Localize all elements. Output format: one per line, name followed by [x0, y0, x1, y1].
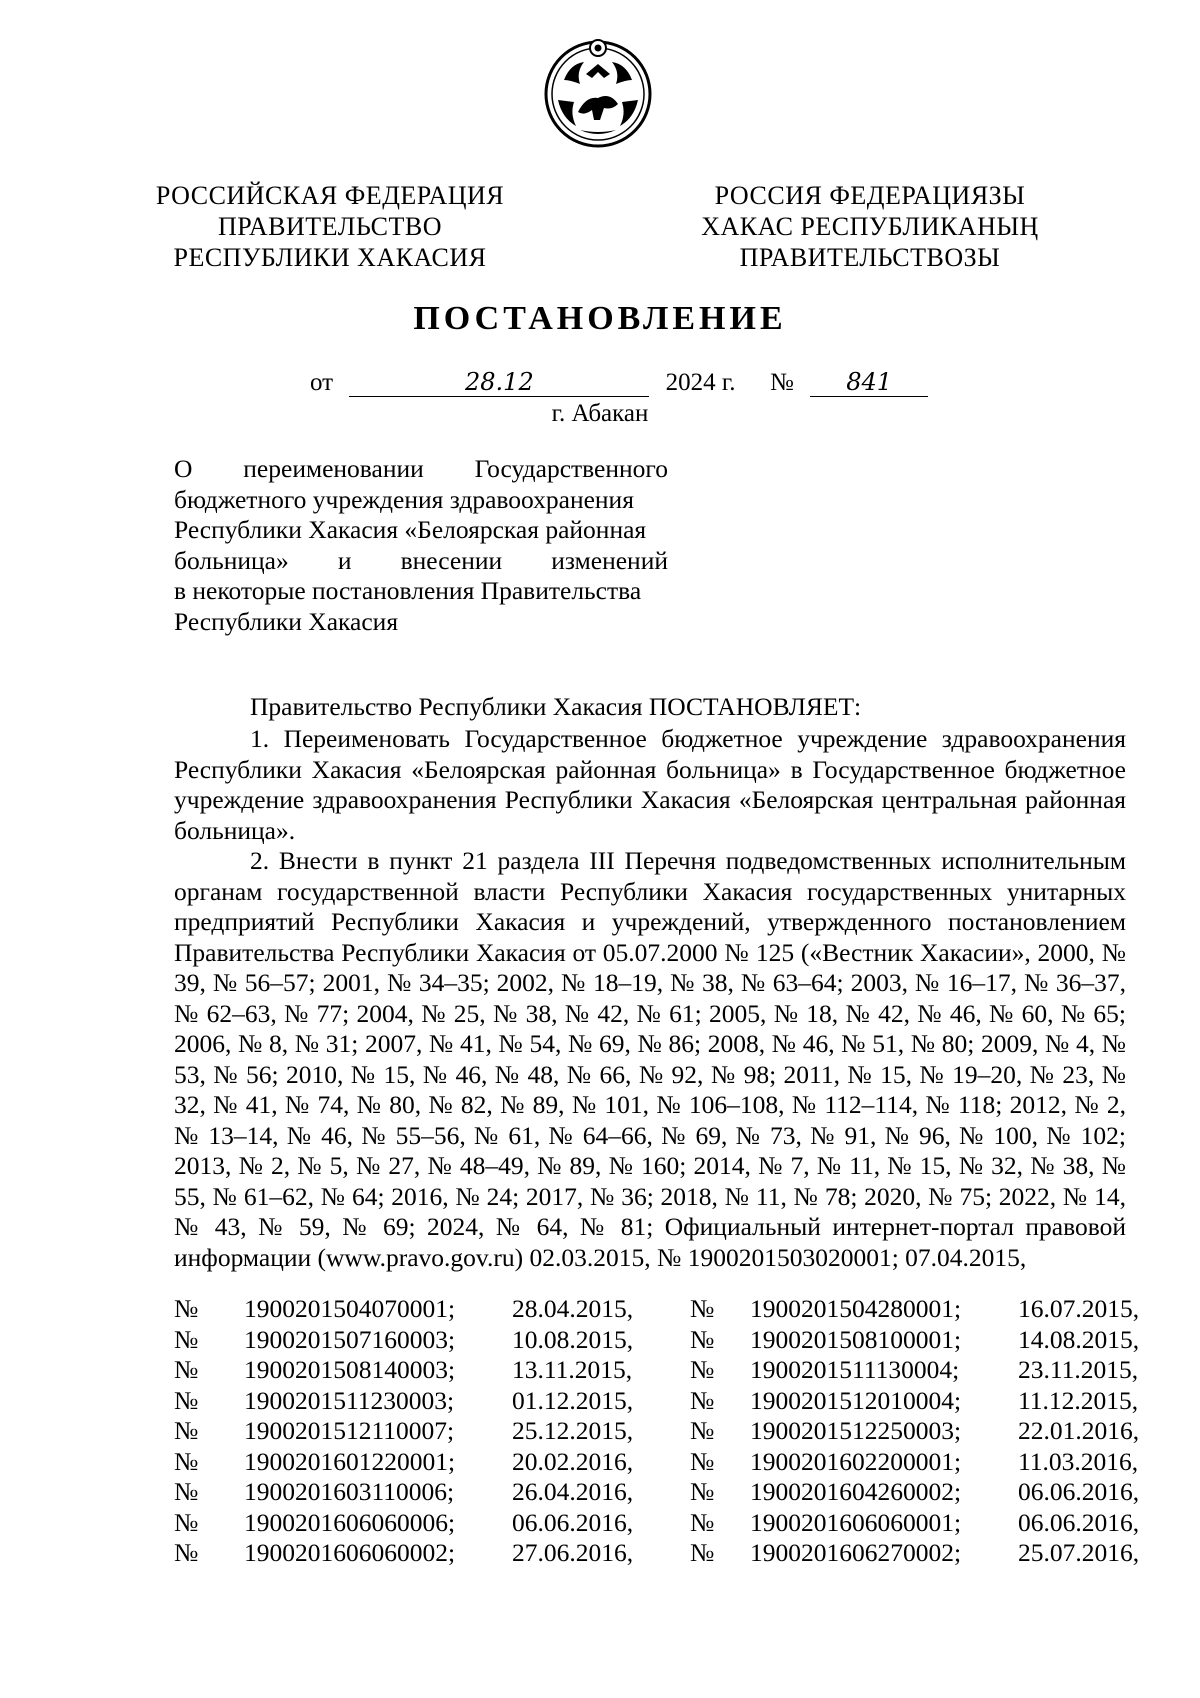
- subject-line: в некоторые постановления Правительства: [174, 576, 642, 605]
- registry-row: [174, 1294, 1140, 1325]
- registry-number: 1900201606060002;: [244, 1538, 456, 1567]
- number-sign: №: [174, 1355, 199, 1384]
- registry-number: 1900201512110007;: [244, 1416, 455, 1445]
- number-sign: №: [690, 1324, 715, 1354]
- coat-of-arms-emblem: [540, 34, 656, 150]
- registry-date: 16.07.2015,: [1018, 1294, 1140, 1323]
- registry-number: 1900201603110006;: [244, 1477, 455, 1506]
- paragraph-2: 2. Внести в пункт 21 раздела III Перечня подведомственных исполнительным органам государственной власти Республики Хакасия государственных унитарных предприятий Республики Хакасия и учреждений, утвержденного постановлением Правительства Республики Хакасия от 05.07.2000 № 125 («Вестник Хакасии», 2000, № 39, № 56–57; 2001, № 34–35; 2002, № 18–19, № 38, № 63–64; 2003, № 16–17, № 36–37, № 62–63, № 77; 2004, № 25, № 38, № 42, № 61; 2005, № 18, № 42, № 46, № 60, № 65; 2006, № 8, № 31; 2007, № 41, № 54, № 69, № 86; 2008, № 46, № 51, № 80; 2009, № 4, № 53, № 56; 2010, № 15, № 46, № 48, № 66, № 92, № 98; 2011, № 15, № 19–20, № 23, № 32, № 41, № 74, № 80, № 82, № 89, № 101, № 106–108, № 112–114, № 118; 2012, № 2, № 13–14, № 46, № 55–56, № 61, № 64–66, № 69, № 73, № 91, № 96, № 100, № 102; 2013, № 2, № 5, № 27, № 48–49, № 89, № 160; 2014, № 7, № 11, № 15, № 32, № 38, № 55, № 61–62, № 64; 2016, № 24; 2017, № 36; 2018, № 11, № 78; 2020, № 75; 2022, № 14, № 43, № 59, № 69; 2024, № 64, № 81; Официальный интернет-портал правовой информации (www.pravo.gov.ru) 02.03.2015, № 1900201503020001; 07.04.2015,: [174, 846, 1126, 1272]
- registry-number: 1900201504280001;: [750, 1294, 962, 1323]
- registry-date: 22.01.2016,: [1018, 1416, 1140, 1445]
- number-sign: №: [690, 1294, 715, 1323]
- number-sign: №: [690, 1355, 715, 1384]
- registry-number: 1900201512250003;: [750, 1416, 962, 1445]
- handwritten-date: 28.12: [349, 368, 649, 397]
- subject-word: больница»: [174, 545, 289, 575]
- registry-date: 11.12.2015,: [1018, 1385, 1139, 1415]
- header-line: РЕСПУБЛИКИ ХАКАСИЯ: [173, 243, 487, 272]
- resolution-intro: Правительство Республики Хакасия ПОСТАНОВЛЯЕТ:: [250, 692, 862, 721]
- date-prefix: от: [310, 369, 334, 396]
- registry-number: 1900201606060001;: [750, 1507, 962, 1537]
- date-number-line: [310, 368, 928, 397]
- subject-word: и: [337, 545, 352, 575]
- registry-number: 1900201511130004;: [750, 1355, 960, 1384]
- document-subject: [174, 454, 668, 637]
- number-sign: №: [690, 1477, 715, 1506]
- issuer-header-khakas: [660, 180, 1080, 273]
- subject-word: О: [174, 454, 193, 483]
- document-title: ПОСТАНОВЛЕНИЕ: [413, 300, 787, 337]
- number-sign: №: [690, 1538, 715, 1567]
- registry-number: 1900201507160003;: [244, 1324, 456, 1354]
- registry-date: 13.11.2015,: [512, 1355, 633, 1384]
- number-sign: №: [690, 1446, 715, 1476]
- registry-date: 20.02.2016,: [512, 1446, 634, 1476]
- registry-row: [174, 1507, 1140, 1539]
- header-line: ПРАВИТЕЛЬСТВОЗЫ: [739, 243, 1001, 272]
- number-sign: №: [174, 1416, 199, 1445]
- number-sign: №: [174, 1324, 199, 1354]
- registry-date: 25.12.2015,: [512, 1416, 634, 1445]
- subject-word: изменений: [551, 545, 668, 575]
- subject-line: [174, 546, 668, 577]
- header-line: РОССИЯ ФЕДЕРАЦИЯЗЫ: [714, 181, 1026, 210]
- registry-date: 26.04.2016,: [512, 1477, 634, 1506]
- number-sign: №: [174, 1385, 199, 1415]
- number-label: №: [770, 369, 794, 396]
- registry-date: 11.03.2016,: [1018, 1446, 1139, 1476]
- registry-row: [174, 1446, 1139, 1478]
- registry-row: [174, 1385, 1139, 1417]
- header-line: РОССИЙСКАЯ ФЕДЕРАЦИЯ: [155, 181, 505, 210]
- header-line: ХАКАС РЕСПУБЛИКАНЫҢ: [701, 212, 1039, 241]
- registry-number: 1900201512010004;: [750, 1385, 962, 1415]
- registry-date: 10.08.2015,: [512, 1324, 634, 1354]
- handwritten-number: 841: [810, 368, 928, 397]
- year-text: 2024 г.: [665, 369, 736, 396]
- registry-number: 1900201508140003;: [244, 1355, 456, 1384]
- registry-date: 01.12.2015,: [512, 1385, 634, 1415]
- registry-numbers-table: [174, 1294, 1140, 1569]
- registry-date: 06.06.2016,: [1018, 1477, 1140, 1506]
- subject-line: Республики Хакасия: [174, 606, 399, 636]
- number-sign: №: [174, 1477, 199, 1506]
- number-sign: №: [690, 1507, 715, 1537]
- subject-word: переименовании: [243, 454, 424, 483]
- registry-row: [174, 1355, 1139, 1386]
- subject-line: бюджетного учреждения здравоохранения: [174, 484, 634, 514]
- registry-number: 1900201508100001;: [750, 1324, 962, 1354]
- registry-number: 1900201601220001;: [244, 1446, 456, 1476]
- registry-date: 23.11.2015,: [1018, 1355, 1139, 1384]
- number-sign: №: [174, 1294, 199, 1323]
- subject-word: Государственного: [474, 454, 668, 483]
- registry-date: 25.07.2016,: [1018, 1538, 1140, 1567]
- issuer-header-russian: [120, 180, 540, 273]
- registry-date: 06.06.2016,: [1018, 1507, 1140, 1537]
- registry-date: 27.06.2016,: [512, 1538, 634, 1567]
- registry-row: [174, 1416, 1140, 1447]
- subject-line: Республики Хакасия «Белоярская районная: [174, 515, 647, 544]
- registry-number: 1900201504070001;: [244, 1294, 456, 1323]
- registry-date: 06.06.2016,: [512, 1507, 634, 1537]
- number-sign: №: [690, 1385, 715, 1415]
- registry-number: 1900201606060006;: [244, 1507, 456, 1537]
- paragraph-1: 1. Переименовать Государственное бюджетное учреждение здравоохранения Республики Хакасия «Белоярская районная больница» в Государственное бюджетное учреждение здравоохранения Республики Хакасия «Белоярская центральная районная больница».: [174, 724, 1126, 845]
- registry-date: 28.04.2015,: [512, 1294, 634, 1323]
- city-line: г. Абакан: [551, 400, 649, 427]
- registry-row: [174, 1324, 1140, 1356]
- registry-row: [174, 1538, 1140, 1569]
- number-sign: №: [174, 1507, 199, 1537]
- number-sign: №: [174, 1538, 199, 1567]
- number-sign: №: [690, 1416, 715, 1445]
- registry-number: 1900201602200001;: [750, 1446, 962, 1476]
- registry-row: [174, 1477, 1140, 1508]
- header-line: ПРАВИТЕЛЬСТВО: [218, 212, 442, 241]
- registry-date: 14.08.2015,: [1018, 1324, 1140, 1354]
- registry-number: 1900201604260002;: [750, 1477, 962, 1506]
- subject-line: [174, 454, 668, 485]
- registry-number: 1900201511230003;: [244, 1385, 455, 1415]
- number-sign: №: [174, 1446, 199, 1476]
- subject-word: внесении: [400, 545, 503, 575]
- registry-number: 1900201606270002;: [750, 1538, 962, 1567]
